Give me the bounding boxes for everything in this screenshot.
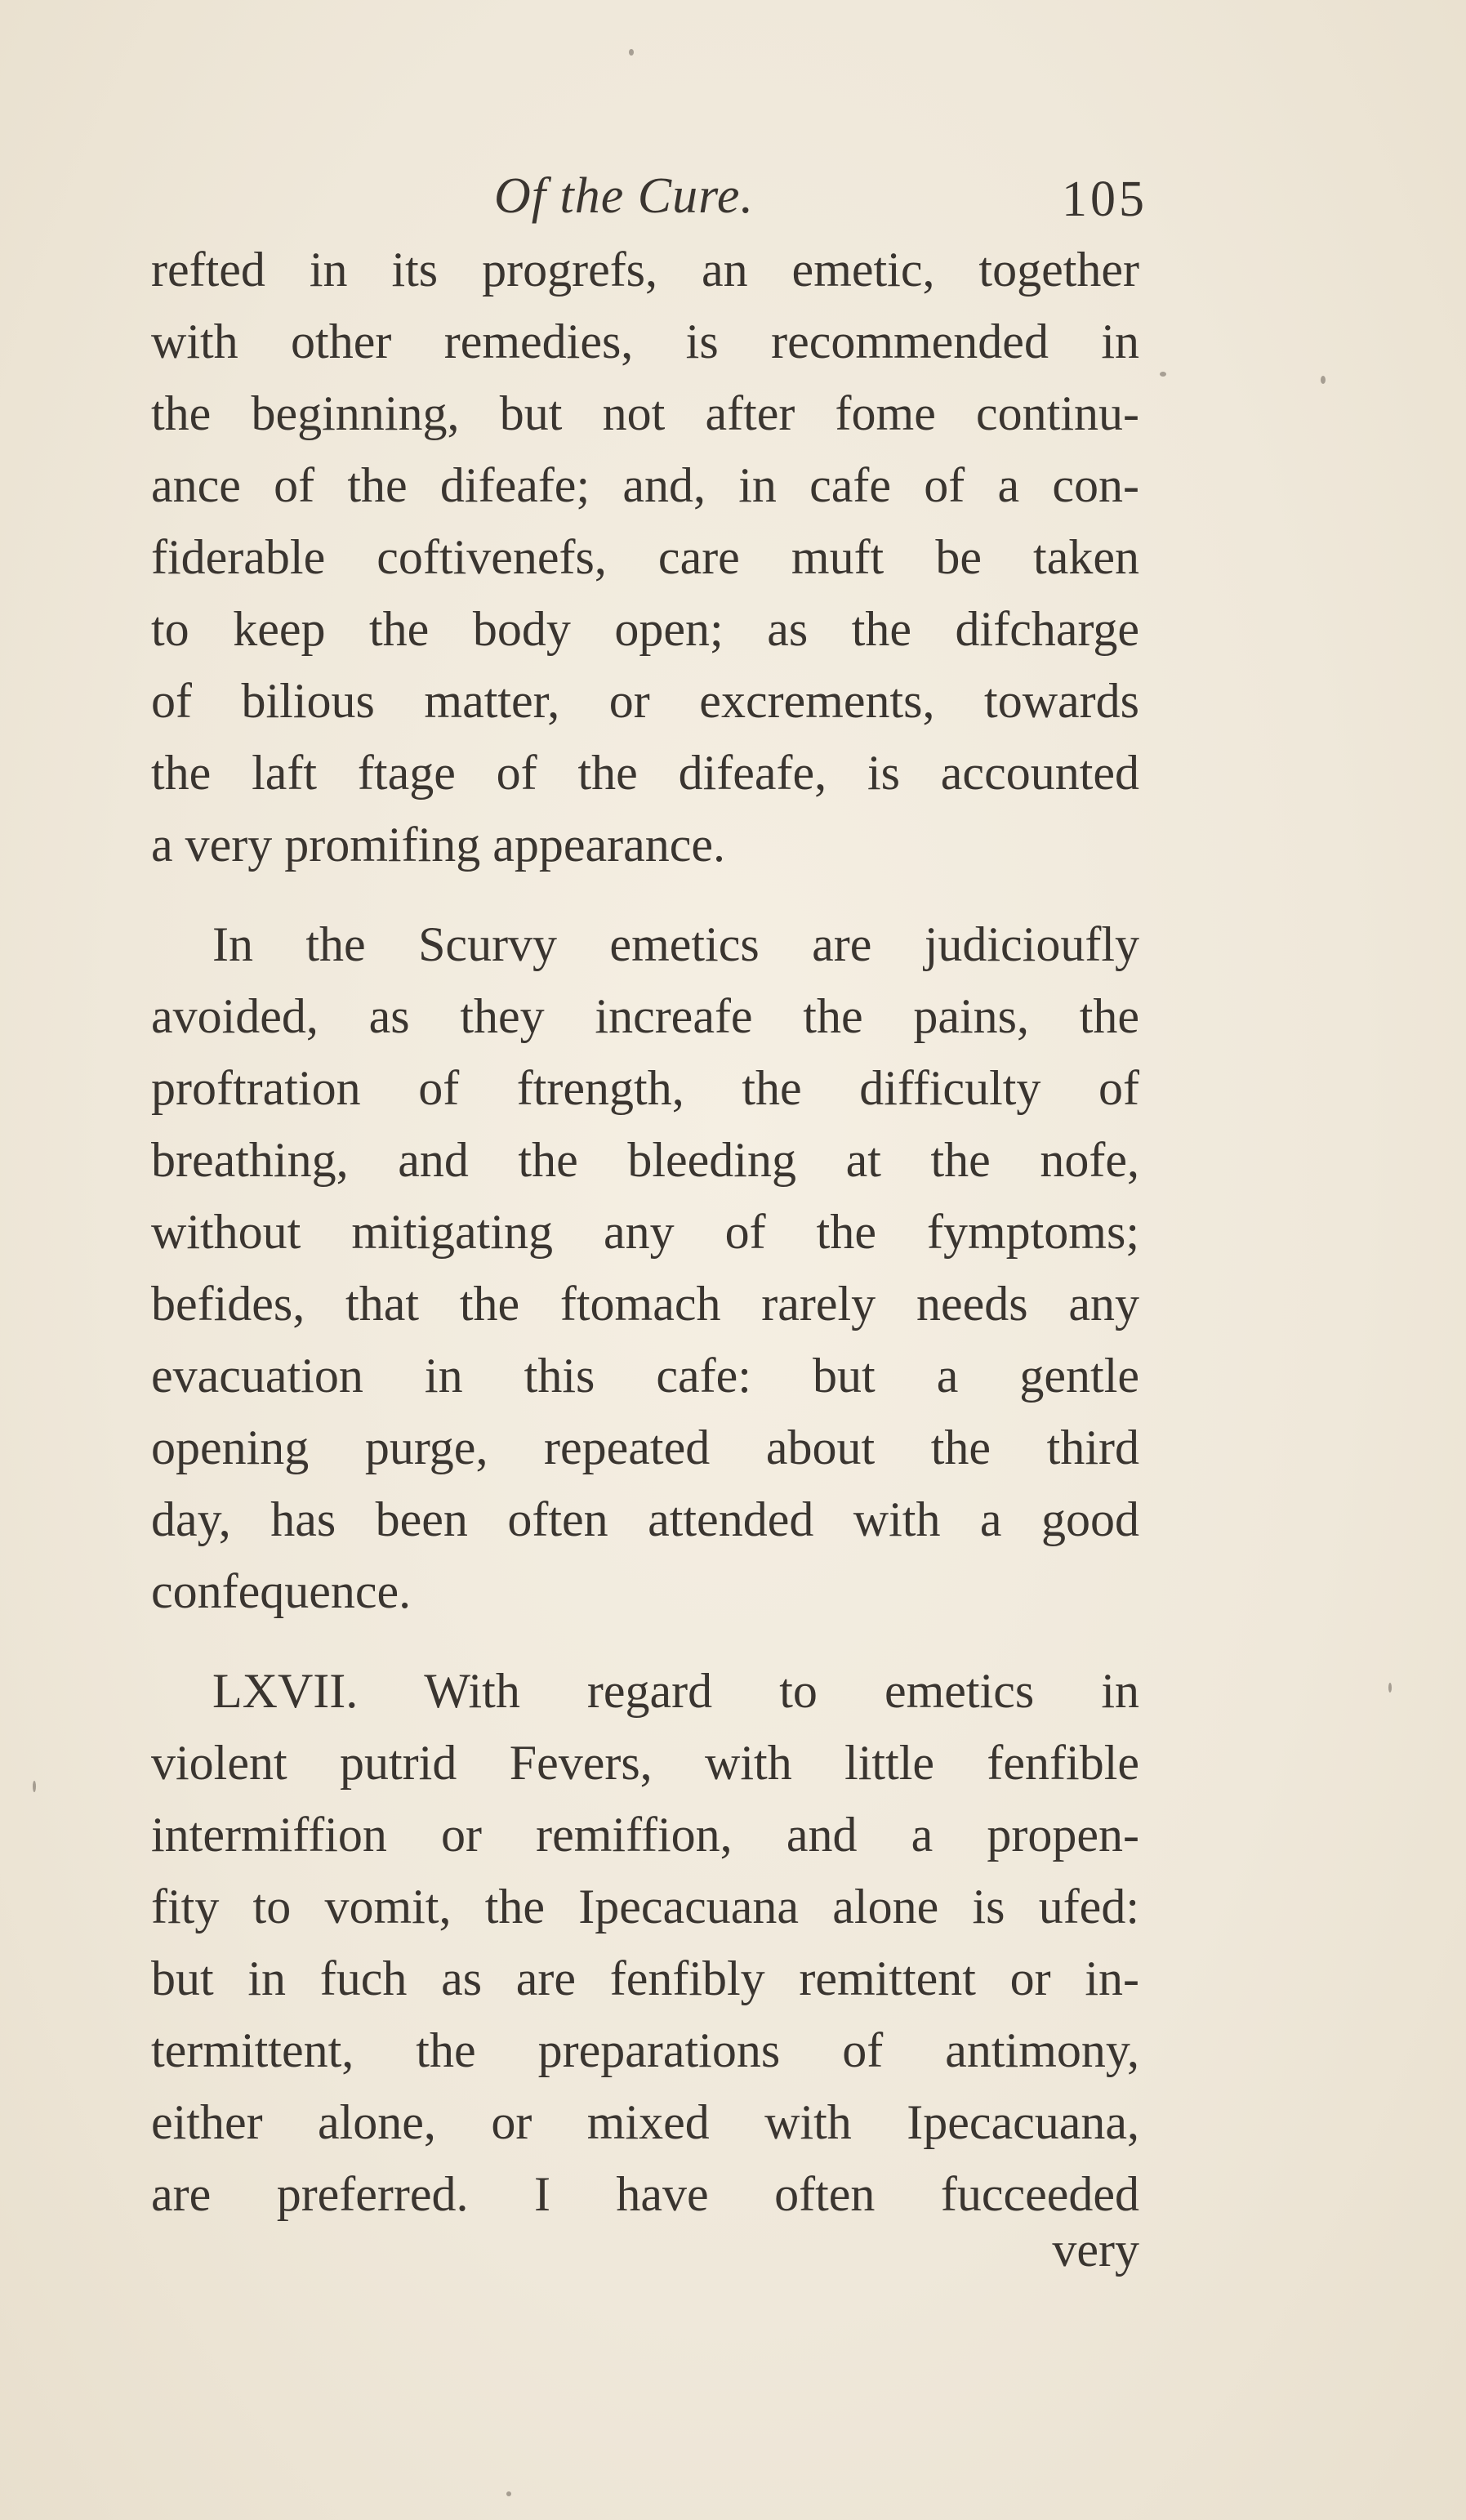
text-line: are preferred. I have often fucceeded	[151, 2167, 1139, 2221]
paragraph	[151, 1655, 1139, 2230]
paper-speck	[1321, 376, 1326, 384]
paper-speck	[1388, 1683, 1392, 1693]
text-line: evacuation in this cafe: but a gentle	[151, 1349, 1139, 1403]
paper-speck	[1160, 372, 1166, 377]
text-line: LXVII. With regard to emetics in	[212, 1664, 1139, 1718]
text-line: intermiffion or remiffion, and a propen-	[151, 1808, 1139, 1862]
paragraph	[151, 908, 1139, 1627]
paper-speck	[33, 1781, 36, 1792]
text-line: fity to vomit, the Ipecacuana alone is ufed:	[151, 1880, 1139, 1933]
body-text	[151, 234, 1139, 2230]
text-line: fiderable coftivenefs, care muft be taken	[151, 530, 1139, 584]
text-line: the beginning, but not after fome continu-	[151, 386, 1139, 440]
paper-speck	[629, 49, 634, 56]
text-line: either alone, or mixed with Ipecacuana,	[151, 2095, 1139, 2149]
text-line: violent putrid Fevers, with little fenfible	[151, 1736, 1139, 1790]
text-line: but in fuch as are fenfibly remittent or in-	[151, 1951, 1139, 2005]
text-line: ance of the difeafe; and, in cafe of a con-	[151, 458, 1139, 512]
text-line: avoided, as they increafe the pains, the	[151, 989, 1139, 1043]
paragraph	[151, 234, 1139, 881]
text-line: termittent, the preparations of antimony,	[151, 2023, 1139, 2077]
page-number: 105	[1062, 172, 1147, 227]
text-line: to keep the body open; as the difcharge	[151, 602, 1139, 656]
running-head: Of the Cure.	[494, 168, 754, 224]
text-line: with other remedies, is recommended in	[151, 314, 1139, 368]
text-line: In the Scurvy emetics are judicioufly	[212, 917, 1139, 971]
text-line: the laft ftage of the difeafe, is accounted	[151, 746, 1139, 800]
text-line: of bilious matter, or excrements, towards	[151, 674, 1139, 728]
text-line: breathing, and the bleeding at the nofe,	[151, 1133, 1139, 1187]
text-line: without mitigating any of the fymptoms;	[151, 1205, 1139, 1259]
paper-speck	[506, 2491, 511, 2496]
text-line: a very promifing appearance.	[151, 818, 725, 872]
text-line: opening purge, repeated about the third	[151, 1421, 1139, 1474]
page-header	[151, 163, 1147, 229]
catchword: very	[1052, 2223, 1139, 2277]
text-line: confequence.	[151, 1564, 412, 1618]
paragraph-spacer	[151, 881, 1139, 908]
text-line: refted in its progrefs, an emetic, together	[151, 243, 1139, 297]
text-line: day, has been often attended with a good	[151, 1492, 1139, 1546]
text-line: proftration of ftrength, the difficulty of	[151, 1061, 1139, 1115]
text-line: befides, that the ftomach rarely needs any	[151, 1277, 1139, 1331]
paragraph-spacer	[151, 1627, 1139, 1655]
